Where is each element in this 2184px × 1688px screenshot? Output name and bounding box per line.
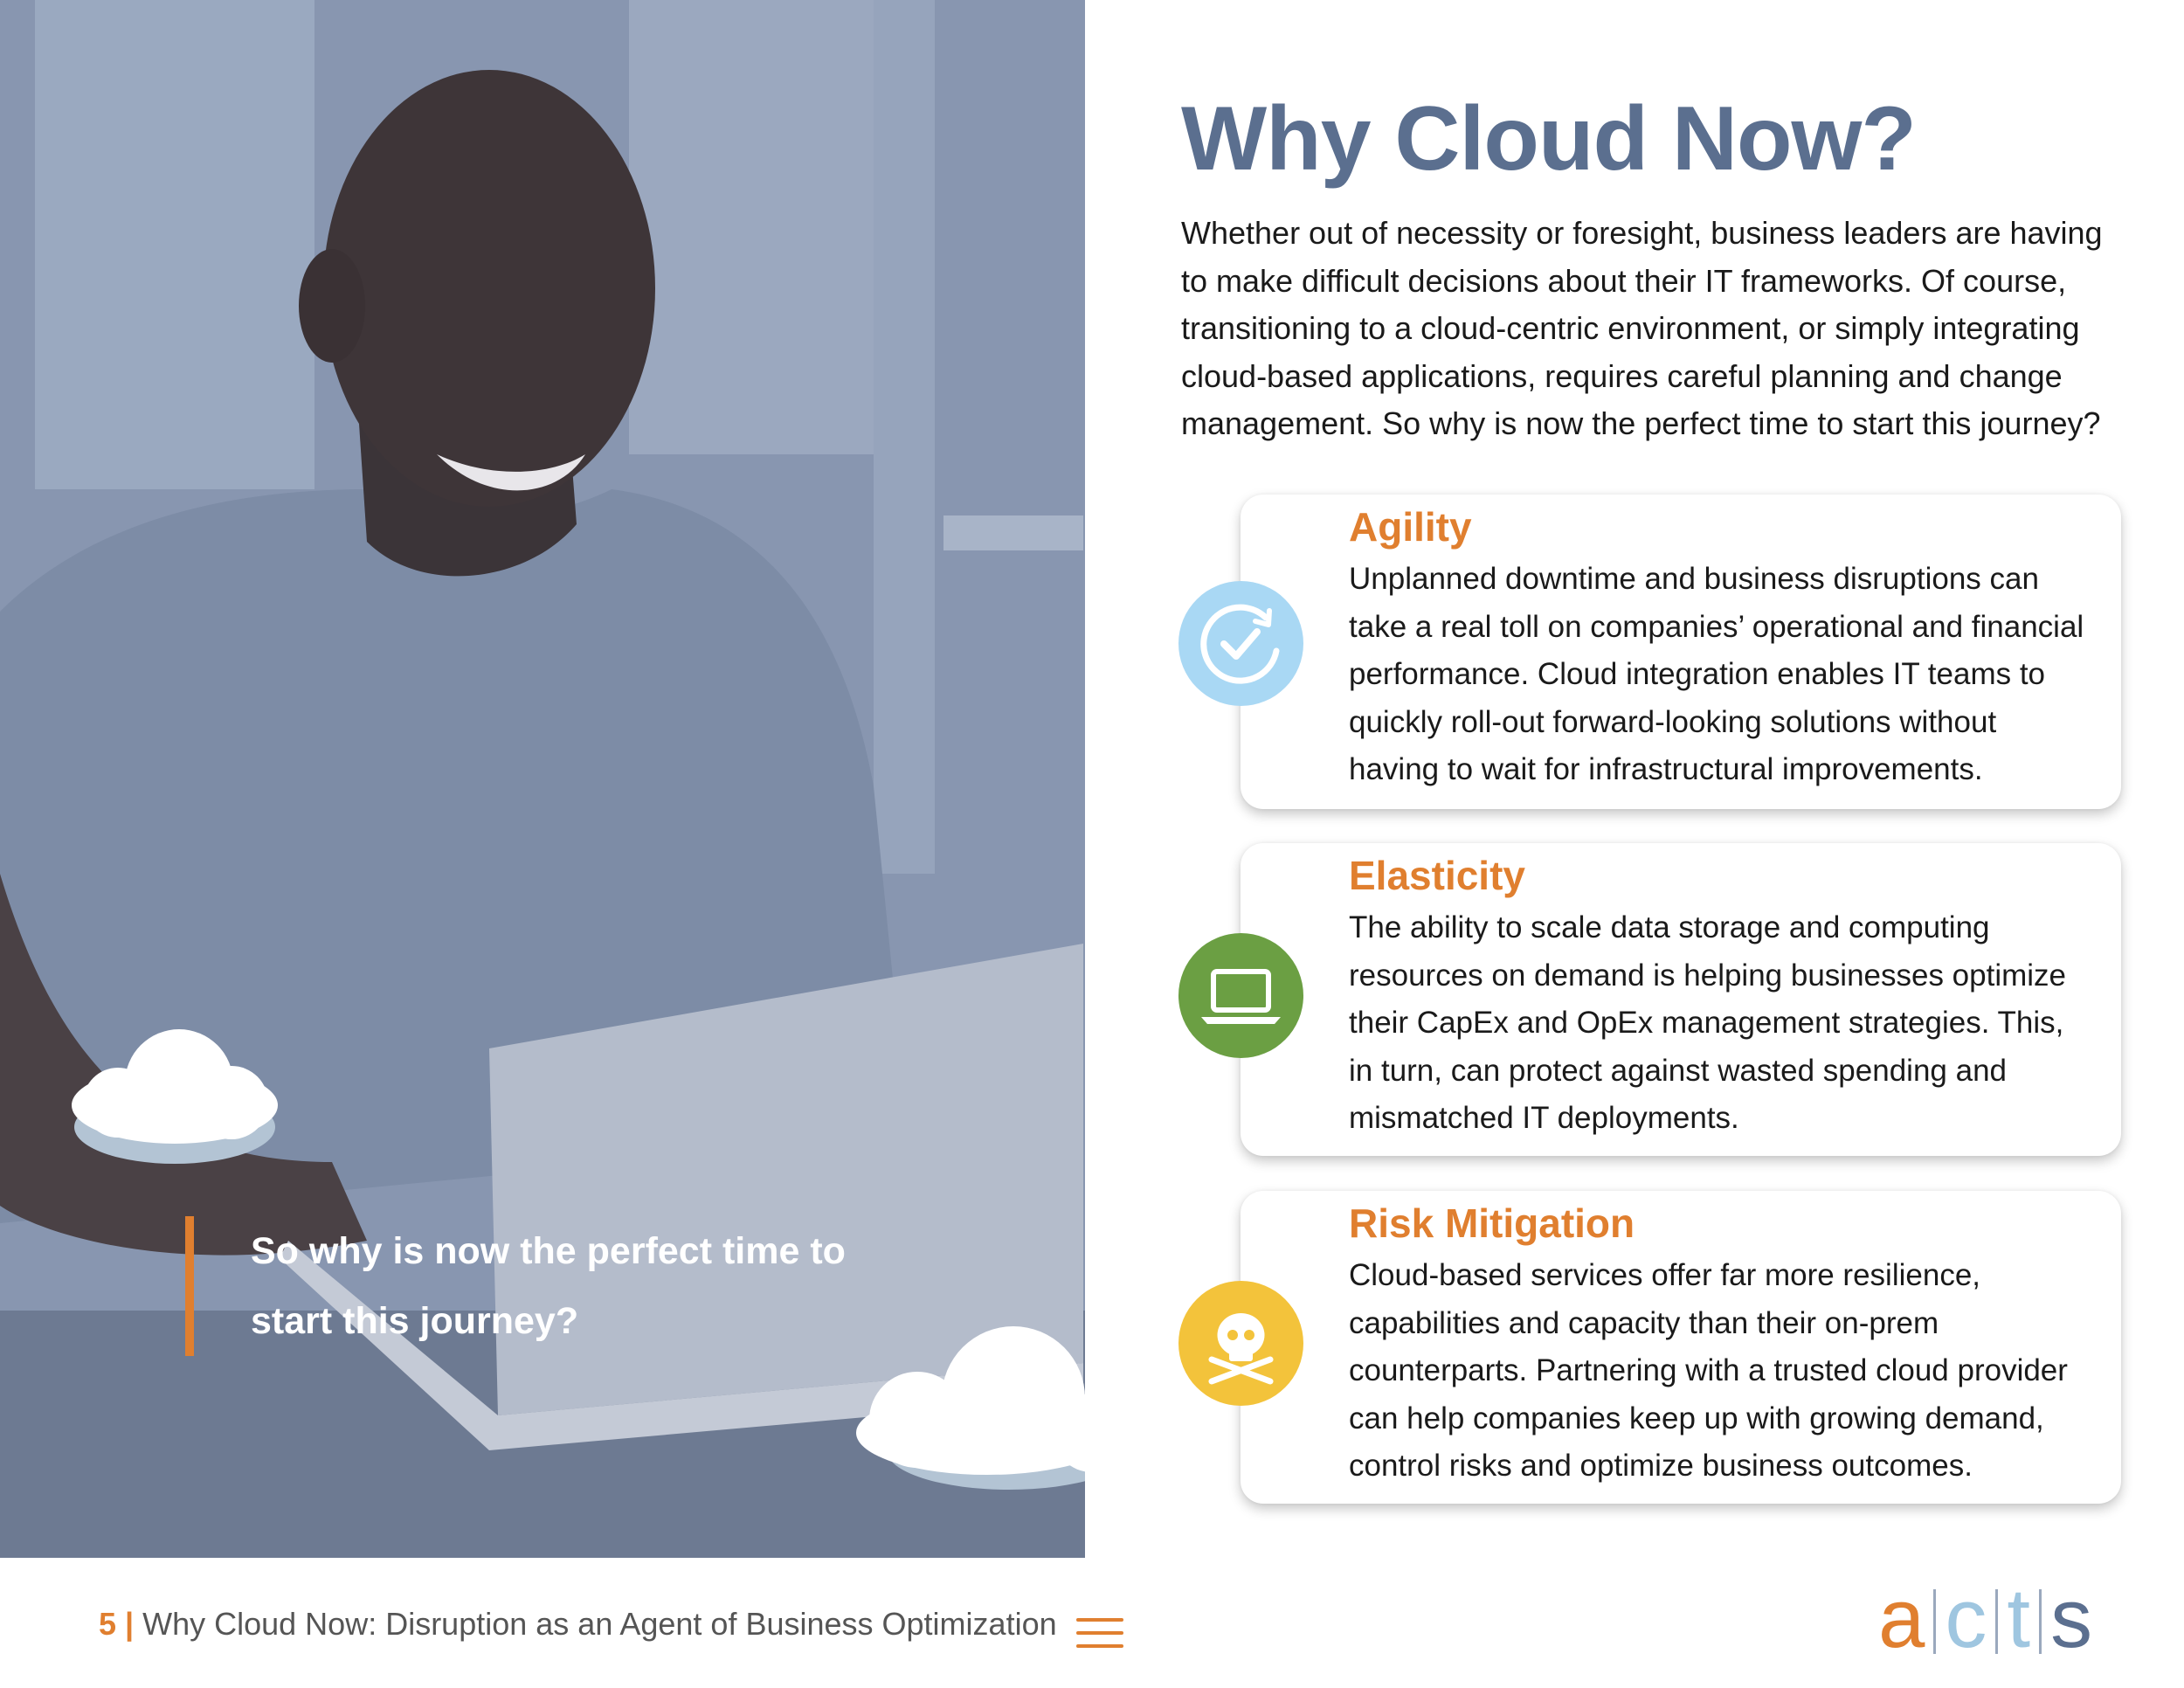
- elasticity-line: resources on demand is helping businesses optimize: [1349, 958, 2067, 993]
- risk-mitigation-line: Cloud-based services offer far more resilience,: [1349, 1258, 1981, 1292]
- pull-quote-line-1: So why is now the perfect time to: [251, 1230, 846, 1272]
- elasticity-card: [1241, 843, 2121, 1156]
- logo-letter: s: [2050, 1572, 2093, 1665]
- elasticity-title: Elasticity: [1349, 853, 1525, 898]
- agility-line: performance. Cloud integration enables IT teams to: [1349, 657, 2046, 691]
- risk-mitigation-line: can help companies keep up with growing demand,: [1349, 1401, 2044, 1435]
- hero-photo: [0, 0, 1085, 1558]
- agility-line: Unplanned downtime and business disruptions can: [1349, 562, 2039, 596]
- risk-mitigation-line: control risks and optimize business outcomes.: [1349, 1449, 1973, 1483]
- clock-check-icon: [1178, 581, 1303, 706]
- agility-card: [1241, 495, 2121, 809]
- risk-mitigation-line: capabilities and capacity than their on-prem: [1349, 1305, 1939, 1340]
- elasticity-line: their CapEx and OpEx management strategies. This,: [1349, 1006, 2064, 1040]
- page-number: 5: [99, 1606, 117, 1642]
- risk-mitigation-line: counterparts. Partnering with a trusted cloud provider: [1349, 1353, 2068, 1387]
- agility-line: having to wait for infrastructural improvements.: [1349, 752, 1983, 786]
- laptop-icon: [1178, 933, 1303, 1058]
- agility-body: [1349, 556, 2109, 794]
- elasticity-body: [1349, 904, 2109, 1143]
- pull-quote-line-2: start this journey?: [251, 1300, 579, 1342]
- footer: [99, 1606, 1057, 1643]
- elasticity-line: in turn, can protect against wasted spending and: [1349, 1053, 2007, 1088]
- agility-line: take a real toll on companies’ operational and financial: [1349, 609, 2084, 644]
- footer-title: Why Cloud Now: Disruption as an Agent of Business Optimization: [142, 1606, 1057, 1642]
- logo-letter: c: [1945, 1572, 1987, 1665]
- intro-paragraph: Whether out of necessity or foresight, business leaders are having to make difficult decisions about their IT frameworks. Of course, transitioning to a cloud-centric environment, or simply integrating cloud-based applications, requires careful planning and change management. So why is now the perfect time to start this journey?: [1181, 215, 2103, 441]
- elasticity-line: The ability to scale data storage and computing: [1349, 910, 1990, 944]
- agility-line: quickly roll-out forward-looking solutions without: [1349, 704, 1997, 739]
- elasticity-line: mismatched IT deployments.: [1349, 1101, 1739, 1135]
- logo-letter: a: [1878, 1572, 1925, 1665]
- menu-icon[interactable]: [1076, 1618, 1123, 1648]
- pull-quote-text: [251, 1216, 1037, 1356]
- footer-separator: |: [125, 1606, 135, 1642]
- acts-logo: [1878, 1572, 2114, 1665]
- pull-quote: [185, 1216, 1037, 1356]
- skull-crossbones-icon: [1178, 1281, 1303, 1406]
- risk-mitigation-card: [1241, 1191, 2121, 1504]
- risk-mitigation-body: [1349, 1252, 2109, 1491]
- risk-mitigation-title: Risk Mitigation: [1349, 1200, 1635, 1246]
- agility-title: Agility: [1349, 504, 1472, 550]
- page-title: Why Cloud Now?: [1181, 88, 1916, 190]
- logo-letter: t: [2007, 1572, 2031, 1665]
